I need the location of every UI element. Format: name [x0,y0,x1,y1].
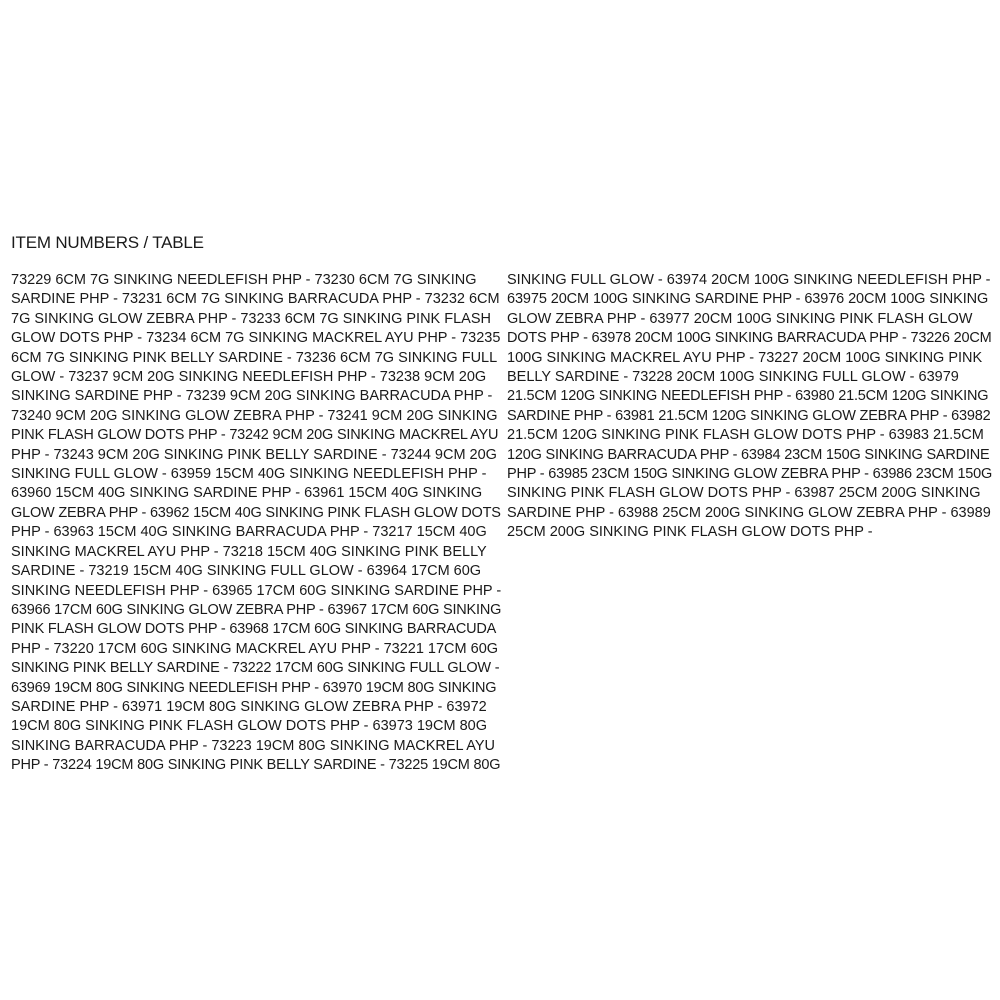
text-line: SARDINE PHP - 63981 21.5CM 120G SINKING GLOW ZEBRA PHP - 63982 [507,407,991,424]
text-line: PHP - 73224 19CM 80G SINKING PINK BELLY SARDINE - 73225 19CM 80G [11,757,501,774]
text-line: GLOW DOTS PHP - 73234 6CM 7G SINKING MACKREL AYU PHP - 73235 [11,330,501,347]
text-line: PINK FLASH GLOW DOTS PHP - 63968 17CM 60G SINKING BARRACUDA [11,621,497,638]
text-line: PHP - 73220 17CM 60G SINKING MACKREL AYU PHP - 73221 17CM 60G [11,640,499,657]
text-line: 25CM 200G SINKING PINK FLASH GLOW DOTS PHP - [507,524,873,541]
text-line: 73229 6CM 7G SINKING NEEDLEFISH PHP - 73230 6CM 7G SINKING [11,272,477,288]
text-line: 63975 20CM 100G SINKING SARDINE PHP - 63976 20CM 100G SINKING [507,291,989,308]
text-line: 21.5CM 120G SINKING PINK FLASH GLOW DOTS PHP - 63983 21.5CM [507,427,984,444]
text-line: 63966 17CM 60G SINKING GLOW ZEBRA PHP - 63967 17CM 60G SINKING [11,601,502,618]
text-line: SINKING FULL GLOW - 63974 20CM 100G SINKING NEEDLEFISH PHP - [507,272,991,288]
text-line: SINKING MACKREL AYU PHP - 73218 15CM 40G SINKING PINK BELLY [11,543,487,560]
item-list-column-left [11,271,501,776]
text-line: SINKING SARDINE PHP - 73239 9CM 20G SINKING BARRACUDA PHP - [11,388,493,405]
text-line: GLOW ZEBRA PHP - 63977 20CM 100G SINKING PINK FLASH GLOW [507,310,973,327]
text-line: SARDINE - 73219 15CM 40G SINKING FULL GLOW - 63964 17CM 60G [11,563,482,580]
text-line: 6CM 7G SINKING PINK BELLY SARDINE - 73236 6CM 7G SINKING FULL [11,349,498,366]
text-line: 73240 9CM 20G SINKING GLOW ZEBRA PHP - 73241 9CM 20G SINKING [11,407,498,424]
text-line: PHP - 73243 9CM 20G SINKING PINK BELLY SARDINE - 73244 9CM 20G [11,446,497,463]
text-line: 7G SINKING GLOW ZEBRA PHP - 73233 6CM 7G SINKING PINK FLASH [11,310,491,327]
item-list-column-right [507,271,992,543]
text-line: SARDINE PHP - 63988 25CM 200G SINKING GLOW ZEBRA PHP - 63989 [507,504,991,521]
text-line: 19CM 80G SINKING PINK FLASH GLOW DOTS PHP - 63973 19CM 80G [11,718,487,735]
text-line: SINKING NEEDLEFISH PHP - 63965 17CM 60G SINKING SARDINE PHP - [11,582,502,599]
text-line: PHP - 63963 15CM 40G SINKING BARRACUDA PHP - 73217 15CM 40G [11,524,487,541]
text-line: 63969 19CM 80G SINKING NEEDLEFISH PHP - 63970 19CM 80G SINKING [11,679,497,696]
text-line: SINKING FULL GLOW - 63959 15CM 40G SINKING NEEDLEFISH PHP - [11,466,487,483]
text-line: 21.5CM 120G SINKING NEEDLEFISH PHP - 63980 21.5CM 120G SINKING [507,388,989,405]
text-line: SARDINE PHP - 63971 19CM 80G SINKING GLOW ZEBRA PHP - 63972 [11,698,487,715]
text-line: GLOW ZEBRA PHP - 63962 15CM 40G SINKING PINK FLASH GLOW DOTS [11,504,501,521]
text-line: BELLY SARDINE - 73228 20CM 100G SINKING FULL GLOW - 63979 [507,369,959,386]
section-heading: ITEM NUMBERS / TABLE [11,233,204,252]
text-line: DOTS PHP - 63978 20CM 100G SINKING BARRACUDA PHP - 73226 20CM [507,330,992,347]
text-line: PINK FLASH GLOW DOTS PHP - 73242 9CM 20G SINKING MACKREL AYU [11,427,499,444]
text-line: GLOW - 73237 9CM 20G SINKING NEEDLEFISH PHP - 73238 9CM 20G [11,369,487,386]
text-line: SINKING BARRACUDA PHP - 73223 19CM 80G SINKING MACKREL AYU [11,737,496,754]
text-line: SINKING PINK FLASH GLOW DOTS PHP - 63987 25CM 200G SINKING [507,485,981,502]
text-line: 120G SINKING BARRACUDA PHP - 63984 23CM 150G SINKING SARDINE [507,446,990,463]
text-line: SARDINE PHP - 73231 6CM 7G SINKING BARRACUDA PHP - 73232 6CM [11,291,500,308]
text-line: PHP - 63985 23CM 150G SINKING GLOW ZEBRA PHP - 63986 23CM 150G [507,466,993,483]
text-line: 100G SINKING MACKREL AYU PHP - 73227 20CM 100G SINKING PINK [507,349,983,366]
text-line: SINKING PINK BELLY SARDINE - 73222 17CM 60G SINKING FULL GLOW - [11,660,500,677]
text-line: 63960 15CM 40G SINKING SARDINE PHP - 63961 15CM 40G SINKING [11,485,483,502]
